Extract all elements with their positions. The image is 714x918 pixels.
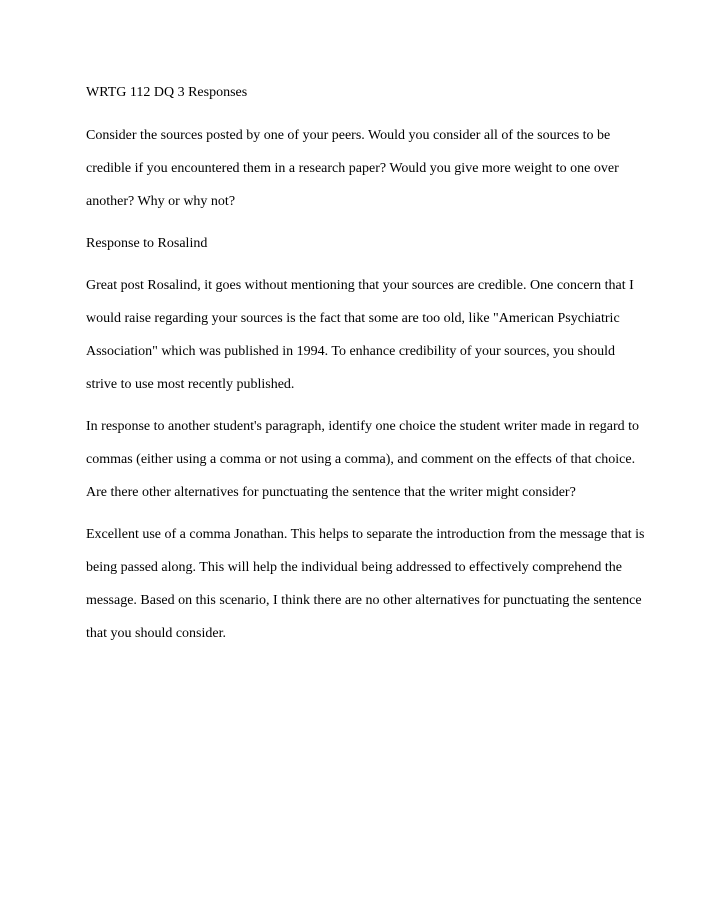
response-to-jonathan: Excellent use of a comma Jonathan. This helps to separate the introduction from the message that is being passed along. This will help the individual being addressed to effectively comprehend the message. Based on this scenario, I think there are no other alternatives for punctuating the sentence that you should consider. (86, 527, 645, 641)
document-body (86, 81, 646, 659)
discussion-prompt-1: Consider the sources posted by one of your peers. Would you consider all of the sources to be credible if you encountered them in a research paper? Would you give more weight to one over another? Why or why not? (86, 128, 619, 209)
document-title: WRTG 112 DQ 3 Responses (86, 85, 248, 100)
discussion-prompt-2: In response to another student's paragraph, identify one choice the student writer made in regard to commas (either using a comma or not using a comma), and comment on the effects of that choice. Are there other alternatives for punctuating the sentence that the writer might consider? (86, 419, 640, 500)
response-to-rosalind: Great post Rosalind, it goes without mentioning that your sources are credible. One concern that I would raise regarding your sources is the fact that some are too old, like "American Psychiatric Association" which was published in 1994. To enhance credibility of your sources, you should strive to use most recently published. (86, 278, 634, 392)
response-heading: Response to Rosalind (86, 236, 208, 251)
